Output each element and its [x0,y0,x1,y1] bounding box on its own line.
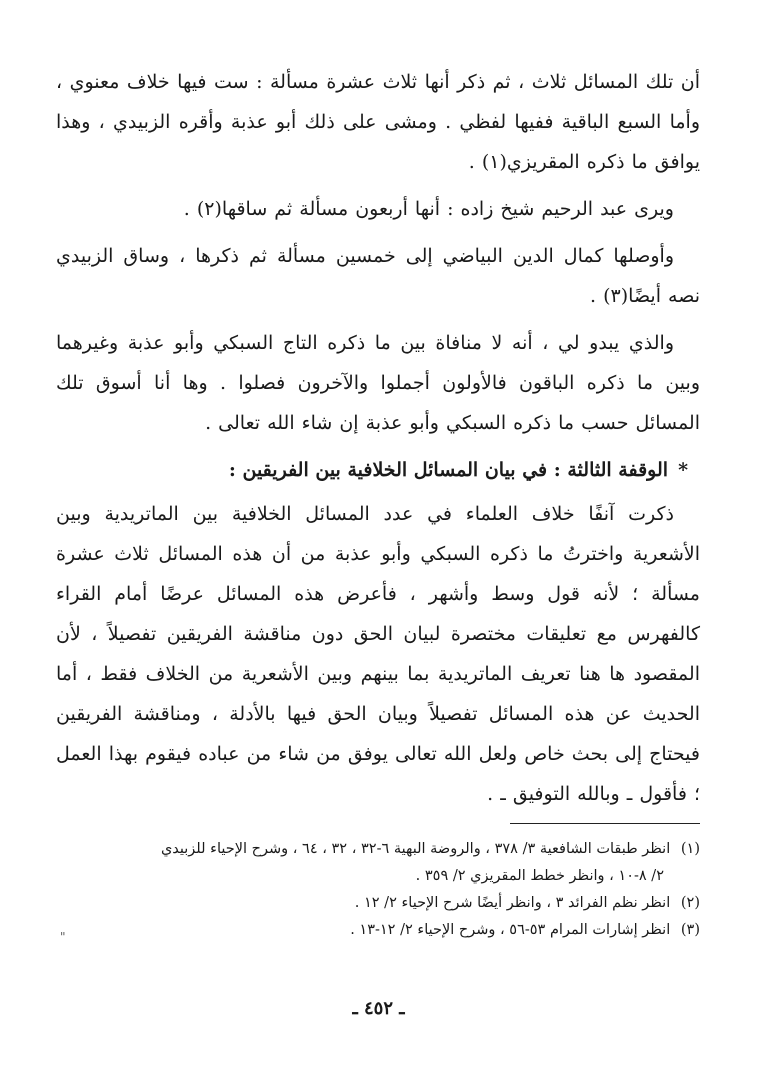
footnote-divider [510,823,700,824]
footnotes [56,836,700,944]
paragraph-4: والذي يبدو لي ، أنه لا منافاة بين ما ذكره التاج السبكي وأبو عذبة وغيرهما وبين ما ذكره الباقون فالأولون أجملوا والآخرون فصلوا . وها أنا أسوق تلك المسائل حسب ما ذكره السبكي وأبو عذبة إن شاء الله تعالى . [56,332,700,434]
margin-mark: " [60,930,66,944]
star-icon: * [678,459,688,481]
section-heading [56,450,700,490]
paragraph-3: وأوصلها كمال الدين البياضي إلى خمسين مسألة ثم ذكرها ، وساق الزبيدي نصه أيضًا(٣) . [56,245,700,307]
paragraph-5: ذكرت آنفًا خلاف العلماء في عدد المسائل الخلافية بين الماتريدية وبين الأشعرية واخترتُ ما ذكره السبكي وأبو عذبة من أن هذه المسائل ثلاث عشرة مسألة ؛ لأنه قول وسط وأشهر ، فأعرض هذه المسائل عرضًا أمام القراء كالفهرس مع تعليقات مختصرة لبيان الحق دون مناقشة الفريقين تفصيلاً ، لأن المقصود ها هنا تعريف الماتريدية بما بينهم وبين الأشعرية من الخلاف فقط ، أما الحديث عن هذه المسائل تفصيلاً وبيان الحق فيها بالأدلة ، ومناقشة الفريقين فيحتاج إلى بحث خاص ولعل الله تعالى يوفق من شاء من عباده فيقوم بهذا العمل ؛ فأقول ـ وبالله التوفيق ـ . [56,503,700,805]
footnote-number: (٢) [680,895,700,911]
paragraph-1: أن تلك المسائل ثلاث ، ثم ذكر أنها ثلاث عشرة مسألة : ست فيها خلاف معنوي ، وأما السبع الباقية ففيها لفظي . ومشى على ذلك أبو عذبة وأقره الزبيدي ، وهذا يوافق ما ذكره المقريزي(١) . [56,71,700,173]
footnote-1 [56,836,700,890]
footnote-2 [56,890,700,917]
page-number: ـ ٤٥٢ ـ [352,998,405,1019]
section-heading-text: الوقفة الثالثة : في بيان المسائل الخلافية بين الفريقين : [228,459,669,481]
footnote-text: انظر إشارات المرام ٥٣-٥٦ ، وشرح الإحياء ٢/ ١٢-١٣ . [350,922,671,938]
footnote-number: (١) [680,841,700,857]
footnote-text: انظر طبقات الشافعية ٣/ ٣٧٨ ، والروضة البهية ٦-٣٢ ، ٣٢ ، ٦٤ ، وشرح الإحياء للزبيدي [160,841,671,857]
main-text [56,62,700,821]
footnote-text-continued: ٢/ ٨-١٠ ، وانظر خطط المقريزي ٢/ ٣٥٩ . [415,868,664,884]
footnote-number: (٣) [680,922,700,938]
footnote-text: انظر نظم الفرائد ٣ ، وانظر أيضًا شرح الإحياء ٢/ ١٢ . [354,895,671,911]
footnote-3 [56,917,700,944]
paragraph-2: ويرى عبد الرحيم شيخ زاده : أنها أربعون مسألة ثم ساقها(٢) . [183,198,674,220]
